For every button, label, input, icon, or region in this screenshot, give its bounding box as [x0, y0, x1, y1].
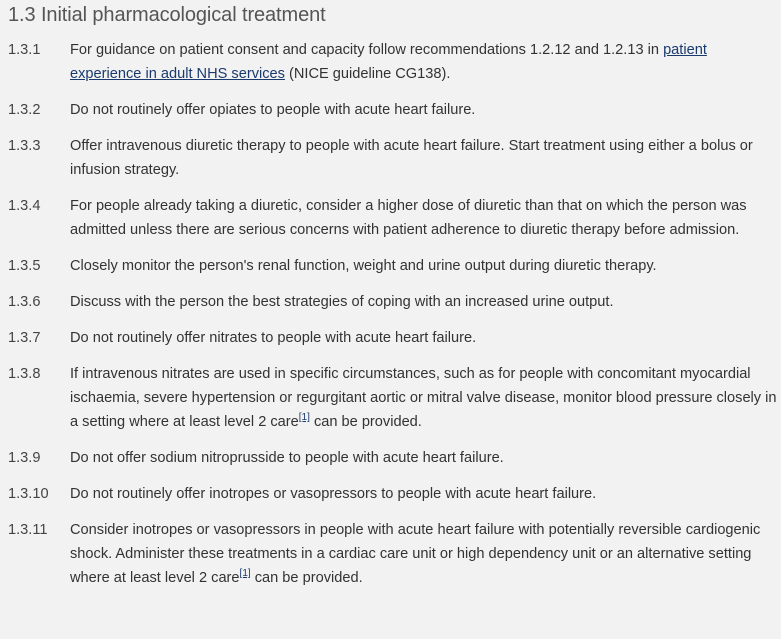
recommendation-item [8, 38, 781, 86]
recommendation-text: Offer intravenous diuretic therapy to people with acute heart failure. Start treatment using either a bolus or infusion strategy. [70, 138, 753, 178]
recommendation-text: Do not offer sodium nitroprusside to people with acute heart failure. [70, 450, 504, 466]
guideline-link[interactable]: patient experience in adult NHS services [70, 42, 707, 82]
recommendation-text: For people already taking a diuretic, consider a higher dose of diuretic than that on which the person was admitted unless there are serious concerns with patient adherence to diuretic therapy before admission. [70, 198, 747, 238]
recommendation-item [8, 446, 781, 470]
recommendation-text [70, 362, 781, 434]
recommendation-number: 1.3.10 [8, 486, 49, 502]
recommendation-item [8, 326, 781, 350]
text-segment: can be provided. [250, 570, 363, 586]
recommendation-item [8, 194, 781, 242]
text-segment: can be provided. [309, 414, 422, 430]
footnote-reference[interactable]: [1] [239, 568, 251, 580]
recommendation-number: 1.3.9 [8, 450, 41, 466]
recommendation-item [8, 518, 781, 590]
recommendation-number: 1.3.2 [8, 102, 41, 118]
recommendation-text [70, 38, 781, 86]
recommendation-item [8, 134, 781, 182]
recommendation-number: 1.3.6 [8, 294, 41, 310]
recommendation-item [8, 290, 781, 314]
text-segment: (NICE guideline CG138). [284, 66, 451, 82]
footnote-reference[interactable]: [1] [298, 412, 310, 424]
recommendation-list [8, 38, 781, 590]
section-heading: 1.3 Initial pharmacological treatment [8, 4, 326, 26]
recommendation-number: 1.3.8 [8, 366, 41, 382]
text-segment: Consider inotropes or vasopressors in people with acute heart failure with potentially reversible cardiogenic shock. Administer these treatments in a cardiac care unit or high dependency unit or an alternative setting where at least level 2 care [70, 522, 761, 586]
text-segment: If intravenous nitrates are used in specific circumstances, such as for people with concomitant myocardial ischaemia, severe hypertension or regurgitant aortic or mitral valve disease, monitor blood pressure closely in a setting where at least level 2 care [70, 366, 777, 430]
recommendation-text: Do not routinely offer opiates to people with acute heart failure. [70, 102, 476, 118]
recommendation-text: Discuss with the person the best strategies of coping with an increased urine output. [70, 294, 614, 310]
recommendation-text: Do not routinely offer inotropes or vasopressors to people with acute heart failure. [70, 486, 597, 502]
recommendation-item [8, 482, 781, 506]
recommendation-text: Closely monitor the person's renal function, weight and urine output during diuretic therapy. [70, 258, 657, 274]
recommendation-number: 1.3.5 [8, 258, 41, 274]
recommendation-text [70, 518, 781, 590]
recommendation-number: 1.3.11 [8, 522, 48, 538]
text-segment: For guidance on patient consent and capacity follow recommendations 1.2.12 and 1.2.13 in [70, 42, 664, 58]
recommendation-item [8, 98, 781, 122]
recommendation-item [8, 254, 781, 278]
recommendation-number: 1.3.4 [8, 198, 41, 214]
recommendation-number: 1.3.3 [8, 138, 41, 154]
recommendation-item [8, 362, 781, 434]
recommendation-text: Do not routinely offer nitrates to people with acute heart failure. [70, 330, 477, 346]
recommendation-number: 1.3.7 [8, 330, 41, 346]
recommendation-number: 1.3.1 [8, 42, 41, 58]
